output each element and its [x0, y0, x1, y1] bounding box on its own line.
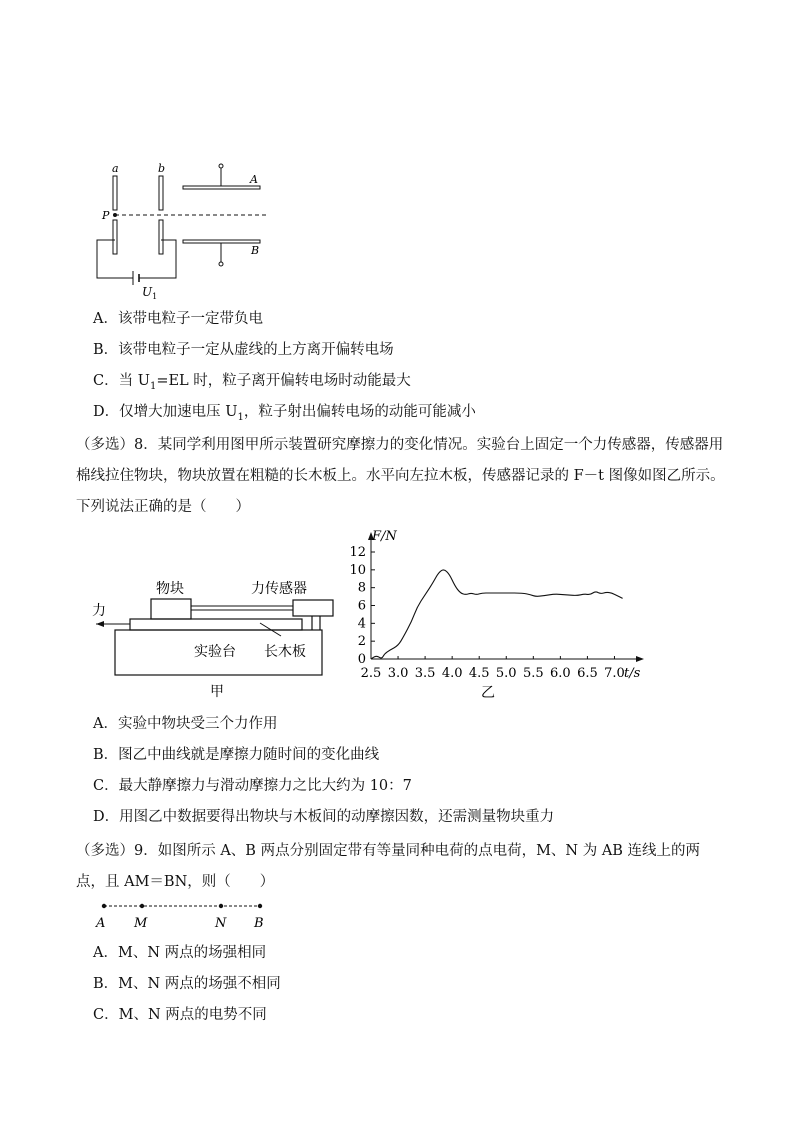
q8-option-b: B．图乙中曲线就是摩擦力随时间的变化曲线 [93, 747, 380, 763]
chart-y-tick-label: 4 [357, 616, 366, 632]
q7-option-c: C．当 $U_1=EL$ 时，粒子离开偏转电场时动能最大 [93, 373, 411, 392]
chart-x-tick-label: 3.0 [387, 666, 409, 681]
label-table: 实验台 [194, 644, 236, 660]
plate-A [183, 186, 260, 189]
plate-b-lower [159, 220, 163, 254]
figure-deflection-apparatus [90, 158, 280, 300]
chart-f-t [340, 522, 660, 702]
plate-a-upper [113, 176, 117, 210]
label-sensor: 力传感器 [251, 581, 307, 597]
caption-yi: 乙 [481, 685, 495, 701]
chart-x-arrow [636, 656, 644, 662]
label-block: 物块 [156, 581, 184, 597]
chart-series-line [371, 570, 623, 659]
label-force: 力 [92, 603, 106, 619]
point-A-label: A [96, 916, 106, 931]
board-box [130, 619, 302, 630]
chart-x-tick-label: 4.5 [468, 666, 490, 681]
figure-jia [88, 545, 343, 700]
caption-jia: 甲 [210, 684, 224, 700]
chart-y-tick-label: 0 [357, 652, 366, 667]
plate-B [183, 240, 260, 243]
label-A: A [250, 173, 258, 186]
chart-xlabel: t/s [624, 666, 641, 681]
chart-x-tick-label: 3.5 [414, 666, 436, 681]
sensor-box [293, 600, 333, 616]
chart-ylabel: F/N [372, 529, 397, 544]
q9-option-c: C．M、N 两点的电势不同 [93, 1007, 267, 1023]
q8-option-d: D．用图乙中数据要得出物块与木板间的动摩擦因数，还需测量物块重力 [93, 809, 555, 825]
point-N-label: N [215, 916, 227, 931]
q7-option-d: D．仅增大加速电压 $U_1$，粒子射出偏转电场的动能可能减小 [93, 404, 476, 423]
plate-a-lower [113, 220, 117, 254]
chart-y-tick-label: 2 [357, 634, 366, 650]
q9-stem: （多选）9．如图所示 A、B 两点分别固定带有等量同种电荷的点电荷，M、N 为 AB 连线上的两点，且 AM＝BN，则（ ） [76, 843, 701, 890]
chart-x-tick-label: 4.0 [441, 666, 463, 681]
chart-x-tick-label: 5.0 [495, 666, 517, 681]
chart-y-tick-label: 8 [357, 580, 366, 596]
point-M-dot [140, 904, 144, 908]
q9-option-a: A．M、N 两点的场强相同 [93, 945, 267, 961]
chart-y-tick-label: 10 [349, 562, 366, 578]
label-a: a [112, 162, 119, 175]
chart-y-tick-label: 6 [357, 598, 366, 614]
figure-q9-points [90, 898, 280, 934]
point-N-dot [219, 904, 223, 908]
q8-option-a: A．实验中物块受三个力作用 [93, 716, 278, 732]
point-A-dot [102, 904, 106, 908]
label-P: P [102, 209, 110, 222]
q8-option-c: C．最大静摩擦力与滑动摩擦力之比大约为 10：7 [93, 778, 412, 794]
chart-x-tick-label: 6.5 [577, 666, 598, 681]
label-b: b [158, 162, 166, 175]
q7-option-b: B．该带电粒子一定从虚线的上方离开偏转电场 [93, 342, 394, 358]
point-B-label: B [254, 916, 264, 931]
chart-y-tick-label: 12 [349, 545, 366, 560]
point-M-label: M [134, 916, 148, 931]
chart-x-tick-label: 2.5 [360, 666, 382, 681]
block-box [151, 599, 191, 619]
q7-option-a: A．该带电粒子一定带负电 [93, 311, 263, 327]
chart-x-tick-label: 5.5 [522, 666, 544, 681]
point-P [113, 213, 117, 217]
plate-b-upper [159, 176, 163, 210]
q9-option-b: B．M、N 两点的场强不相同 [93, 976, 281, 992]
q8-stem: （多选）8．某同学利用图甲所示装置研究摩擦力的变化情况。实验台上固定一个力传感器，传感器用棉线拉住物块，物块放置在粗糙的长木板上。水平向左拉木板，传感器记录的 F－t 图像如图乙所示。下列说法正确的是（ ） [76, 437, 725, 515]
point-B-dot [258, 904, 262, 908]
chart-x-tick-label: 7.0 [604, 666, 625, 681]
label-B: B [251, 244, 260, 257]
label-board: 长木板 [264, 644, 306, 660]
label-U1: $U_1$ [142, 285, 158, 300]
chart-x-tick-label: 6.0 [550, 666, 571, 681]
